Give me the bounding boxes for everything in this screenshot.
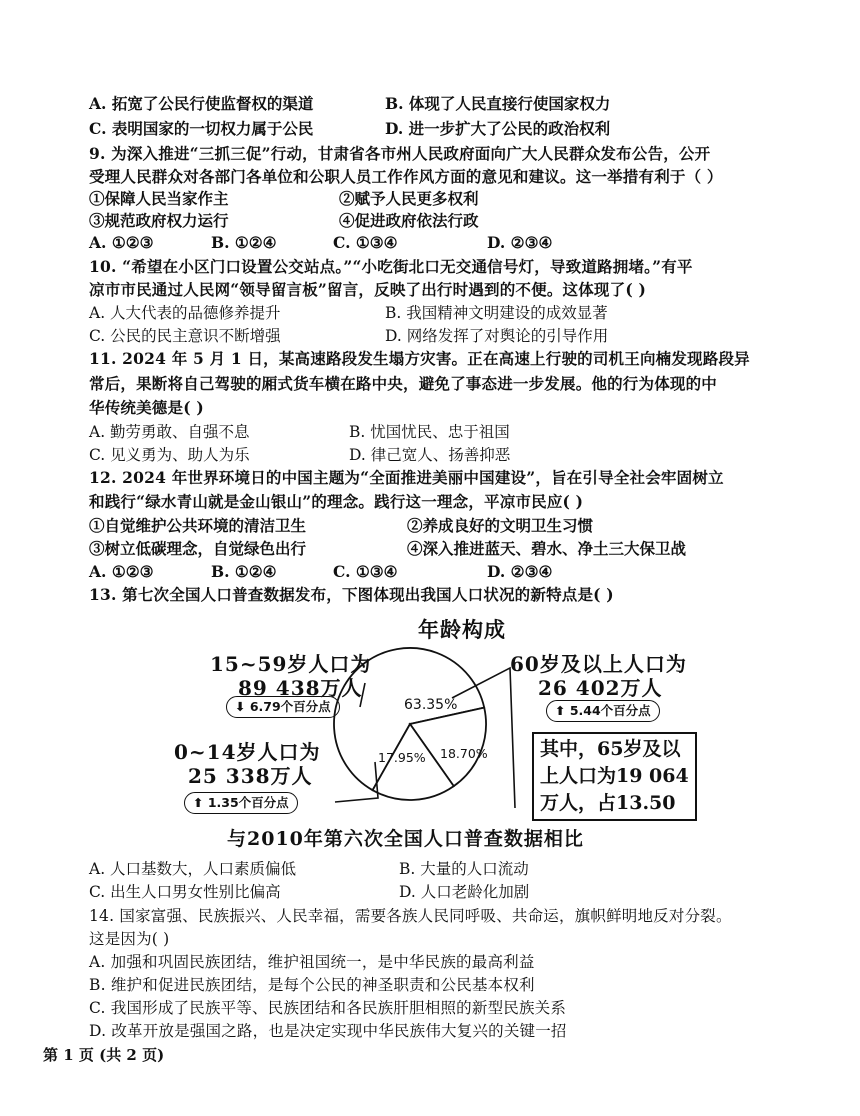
note-line-3: 万人，占13.50 bbox=[540, 792, 676, 814]
q12-item-3: ③树立低碳理念，自觉绿色出行 bbox=[89, 539, 307, 558]
slice-15-59-label: 15~59岁人口为 bbox=[210, 652, 372, 676]
q11-stem-line-1: 11. 2024 年 5 月 1 日，某高速路段发生塌方灾害。正在高速上行驶的司机王向楠发现路段异 bbox=[89, 349, 750, 368]
q14-stem-line-1: 14. 国家富强、民族振兴、人民幸福，需要各族人民同呼吸、共命运，旗帜鲜明地反对分裂。 bbox=[89, 907, 732, 925]
q13-option-b[interactable]: B. 大量的人口流动 bbox=[399, 860, 529, 878]
q9-item-3: ③规范政府权力运行 bbox=[89, 211, 229, 230]
up-arrow-icon: ⬆ bbox=[555, 703, 566, 718]
q11-option-b[interactable]: B. 忧国忧民、忠于祖国 bbox=[349, 423, 510, 441]
slice-60-plus-percent: 18.70% bbox=[440, 746, 488, 761]
q8-option-a[interactable]: A. 拓宽了公民行使监督权的渠道 bbox=[89, 94, 314, 113]
q8-option-c[interactable]: C. 表明国家的一切权力属于公民 bbox=[89, 119, 314, 138]
slice-15-59-change: 6.79个百分点 bbox=[249, 699, 331, 714]
q9-option-c[interactable]: C. ①③④ bbox=[333, 233, 398, 252]
q13-option-c[interactable]: C. 出生人口男女性别比偏高 bbox=[89, 883, 281, 901]
slice-0-14-label: 0~14岁人口为 bbox=[174, 740, 321, 764]
q8-option-b[interactable]: B. 体现了人民直接行使国家权力 bbox=[385, 94, 611, 113]
q9-option-a[interactable]: A. ①②③ bbox=[89, 233, 154, 252]
q14-option-b[interactable]: B. 维护和促进民族团结，是每个公民的神圣职责和公民基本权利 bbox=[89, 976, 535, 994]
q9-stem-line-2: 受理人民群众对各部门各单位和公职人员工作作风方面的意见和建议。这一举措有利于（ ） bbox=[89, 167, 723, 186]
q14-option-a[interactable]: A. 加强和巩固民族团结，维护祖国统一，是中华民族的最高利益 bbox=[89, 953, 535, 971]
slice-0-14-percent: 17.95% bbox=[378, 750, 426, 765]
q8-option-d[interactable]: D. 进一步扩大了公民的政治权利 bbox=[385, 119, 611, 138]
page-footer: 第 1 页 (共 2 页) bbox=[43, 1046, 165, 1064]
q10-option-d[interactable]: D. 网络发挥了对舆论的引导作用 bbox=[385, 327, 609, 345]
q12-item-2: ②养成良好的文明卫生习惯 bbox=[407, 516, 594, 535]
q9-item-1: ①保障人民当家作主 bbox=[89, 189, 229, 208]
q12-option-b[interactable]: B. ①②④ bbox=[211, 562, 277, 581]
q10-option-c[interactable]: C. 公民的民主意识不断增强 bbox=[89, 327, 281, 345]
q13-stem: 13. 第七次全国人口普查数据发布，下图体现出我国人口状况的新特点是( ) bbox=[89, 585, 614, 604]
age-structure-chart bbox=[160, 612, 760, 852]
age-65-plus-note bbox=[532, 732, 697, 821]
slice-15-59-value: 89 438万人 bbox=[238, 676, 363, 700]
slice-60-plus-change-badge bbox=[546, 700, 660, 722]
up-arrow-icon: ⬆ bbox=[193, 795, 204, 810]
q10-option-a[interactable]: A. 人大代表的品德修养提升 bbox=[89, 304, 281, 322]
q11-option-d[interactable]: D. 律己宽人、扬善抑恶 bbox=[349, 446, 511, 464]
q13-option-a[interactable]: A. 人口基数大，人口素质偏低 bbox=[89, 860, 297, 878]
slice-15-59-percent: 63.35% bbox=[404, 697, 458, 713]
slice-0-14-change: 1.35个百分点 bbox=[207, 795, 289, 810]
note-line-2: 上人口为19 064 bbox=[540, 765, 689, 787]
q12-stem-line-2: 和践行“绿水青山就是金山银山”的理念。践行这一理念，平凉市民应( ) bbox=[89, 492, 584, 511]
q14-stem-line-2: 这是因为( ) bbox=[89, 930, 170, 948]
q11-stem-line-2: 常后，果断将自己驾驶的厢式货车横在路中央，避免了事态进一步发展。他的行为体现的中 bbox=[89, 374, 718, 393]
slice-0-14-change-badge bbox=[184, 792, 298, 814]
q9-stem-line-1: 9. 为深入推进“三抓三促”行动，甘肃省各市州人民政府面向广大人民群众发布公告，公开 bbox=[89, 144, 711, 163]
q10-stem-line-2: 凉市市民通过人民网“领导留言板”留言，反映了出行时遇到的不便。这体现了( ) bbox=[89, 280, 646, 299]
q13-option-d[interactable]: D. 人口老龄化加剧 bbox=[399, 883, 530, 901]
q9-item-4: ④促进政府依法行政 bbox=[339, 211, 479, 230]
q12-item-1: ①自觉维护公共环境的清洁卫生 bbox=[89, 516, 307, 535]
slice-15-59-change-badge bbox=[226, 696, 340, 718]
q11-option-a[interactable]: A. 勤劳勇敢、自强不息 bbox=[89, 423, 250, 441]
q14-option-c[interactable]: C. 我国形成了民族平等、民族团结和各民族肝胆相照的新型民族关系 bbox=[89, 999, 567, 1017]
slice-60-plus-change: 5.44个百分点 bbox=[569, 703, 651, 718]
q12-item-4: ④深入推进蓝天、碧水、净土三大保卫战 bbox=[407, 539, 687, 558]
q12-option-d[interactable]: D. ②③④ bbox=[487, 562, 553, 581]
q9-option-d[interactable]: D. ②③④ bbox=[487, 233, 553, 252]
q10-stem-line-1: 10. “希望在小区门口设置公交站点。”“小吃街北口无交通信号灯，导致道路拥堵。”有平 bbox=[89, 257, 693, 276]
q12-option-a[interactable]: A. ①②③ bbox=[89, 562, 154, 581]
chart-title: 年龄构成 bbox=[418, 617, 506, 642]
q11-stem-line-3: 华传统美德是( ) bbox=[89, 398, 204, 417]
slice-0-14-value: 25 338万人 bbox=[188, 764, 313, 788]
chart-subtitle: 与2010年第六次全国人口普查数据相比 bbox=[227, 828, 584, 850]
down-arrow-icon: ⬇ bbox=[235, 699, 246, 714]
q12-option-c[interactable]: C. ①③④ bbox=[333, 562, 398, 581]
note-line-1: 其中，65岁及以 bbox=[540, 738, 681, 760]
q14-option-d[interactable]: D. 改革开放是强国之路，也是决定实现中华民族伟大复兴的关键一招 bbox=[89, 1022, 567, 1040]
q9-item-2: ②赋予人民更多权利 bbox=[339, 189, 479, 208]
q12-stem-line-1: 12. 2024 年世界环境日的中国主题为“全面推进美丽中国建设”，旨在引导全社会牢固树立 bbox=[89, 468, 724, 487]
q9-option-b[interactable]: B. ①②④ bbox=[211, 233, 277, 252]
slice-60-plus-label: 60岁及以上人口为 bbox=[510, 652, 687, 676]
slice-60-plus-value: 26 402万人 bbox=[538, 676, 663, 700]
q11-option-c[interactable]: C. 见义勇为、助人为乐 bbox=[89, 446, 250, 464]
q10-option-b[interactable]: B. 我国精神文明建设的成效显著 bbox=[385, 304, 608, 322]
